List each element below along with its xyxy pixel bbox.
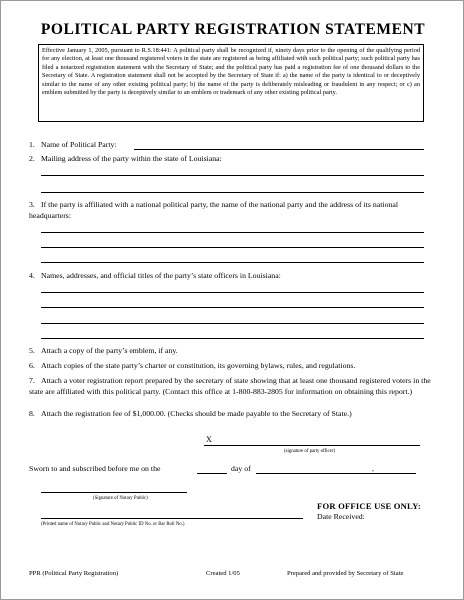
party-officer-signature-caption: (signature of party officer): [284, 449, 335, 454]
item-4-label: Names, addresses, and official titles of the party’s state officers in Louisiana:: [41, 271, 281, 280]
item-5: [29, 346, 178, 357]
mailing-address-line-1[interactable]: [41, 175, 424, 176]
sworn-day-field[interactable]: [197, 473, 227, 474]
item-8-label: Attach the registration fee of $1,000.00. (Checks should be made payable to the Secretary of State.): [41, 409, 352, 418]
item-5-number: 5.: [29, 346, 35, 355]
state-officers-line-2[interactable]: [41, 307, 424, 308]
state-officers-line-1[interactable]: [41, 292, 424, 293]
item-7: [29, 376, 431, 397]
footer-provided-by: Prepared and provided by Secretary of State: [287, 570, 404, 577]
notary-signature-caption: (Signature of Notary Public): [93, 496, 148, 501]
item-4-number: 4.: [29, 271, 35, 280]
sworn-month-year-field[interactable]: [256, 473, 416, 474]
item-3: [29, 200, 429, 221]
item-8-number: 8.: [29, 409, 35, 418]
day-of-label: day of: [231, 464, 251, 473]
party-officer-signature-field[interactable]: [204, 445, 420, 446]
item-1-label: Name of Political Party:: [41, 140, 117, 149]
item-7-number: 7.: [29, 376, 35, 385]
item-7-label: Attach a voter registration report prepared by the secretary of state showing that at least one thousand registered voters in the state are affiliated with this political party. (Contact this office at 1-800-883-2805 for information on obtaining this report.): [29, 376, 431, 396]
item-2: [29, 154, 222, 165]
item-6: [29, 361, 355, 372]
signature-x-mark: X: [206, 435, 212, 444]
date-received-label: Date Received:: [317, 512, 365, 521]
notary-printed-name-field[interactable]: [41, 518, 303, 519]
item-2-number: 2.: [29, 154, 35, 163]
national-party-line-1[interactable]: [41, 232, 424, 233]
sworn-comma: ,: [372, 464, 374, 473]
item-4: [29, 271, 281, 282]
legal-notice-box: Effective January 1, 2005, pursuant to R.S.18:441: A political party shall be recognized if, ninety days prior to the opening of the qualifying period for any election, at least one thousand registered voters in the state are registered as being affiliated with such political party; such political party has filed a notarized registration statement with the Secretary of State; and the political party has paid a registration fee of one thousand dollars to the Secretary of State. A registration statement shall not be accepted by the Secretary of State if: a) the name of the party is identical to or deceptively similar to the name of any other existing political party; b) the name of the party is deliberately misleading or fraudulent in any respect; or c) an emblem submitted by the party is deceptively similar to an emblem or trademark of any other existing political party.: [38, 44, 424, 122]
footer-form-id: PPR (Political Party Registration): [29, 570, 119, 577]
item-6-label: Attach copies of the state party’s charter or constitution, its governing bylaws, rules, and regulations.: [41, 361, 356, 370]
mailing-address-line-2[interactable]: [41, 192, 424, 193]
item-6-number: 6.: [29, 361, 35, 370]
item-1-number: 1.: [29, 140, 35, 149]
national-party-line-2[interactable]: [41, 247, 424, 248]
notary-signature-field[interactable]: [41, 492, 187, 493]
national-party-line-3[interactable]: [41, 262, 424, 263]
item-3-number: 3.: [29, 200, 35, 209]
item-3-label: If the party is affiliated with a national political party, the name of the national party and the address of its national headquarters:: [29, 200, 399, 220]
sworn-statement-label: Sworn to and subscribed before me on the: [29, 464, 161, 473]
footer-created-date: Created 1/05: [206, 570, 240, 577]
item-1: [29, 140, 117, 151]
state-officers-line-4[interactable]: [41, 338, 424, 339]
form-title: POLITICAL PARTY REGISTRATION STATEMENT: [40, 21, 426, 38]
office-use-heading: FOR OFFICE USE ONLY:: [317, 501, 421, 511]
item-2-label: Mailing address of the party within the state of Louisiana:: [41, 154, 222, 163]
item-5-label: Attach a copy of the party’s emblem, if any.: [41, 346, 178, 355]
notary-printed-name-caption: (Printed name of Notary Public and Notary Public ID No. or Bar Roll No.): [41, 522, 185, 527]
state-officers-line-3[interactable]: [41, 323, 424, 324]
party-name-field[interactable]: [134, 149, 424, 150]
item-8: [29, 409, 352, 420]
